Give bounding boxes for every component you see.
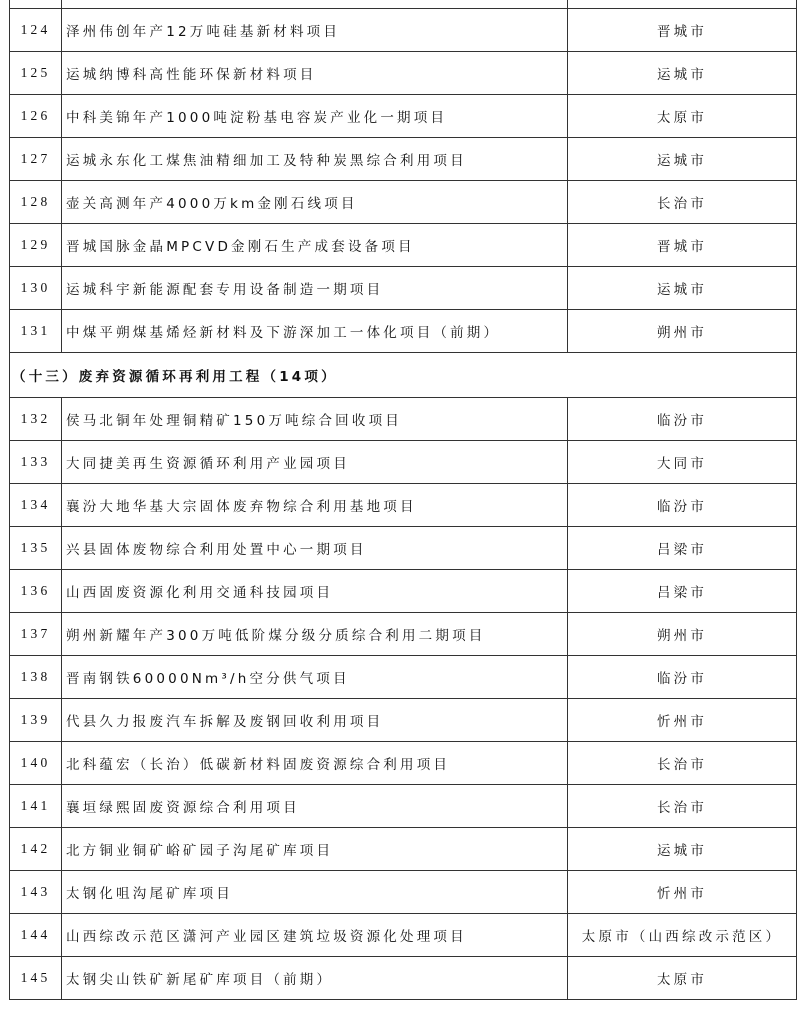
project-name: 北方铜业铜矿峪矿园子沟尾矿库项目	[62, 828, 568, 871]
table-row	[10, 0, 797, 9]
row-number	[10, 0, 62, 9]
project-name: 襄汾大地华基大宗固体废弃物综合利用基地项目	[62, 484, 568, 527]
table-row	[10, 828, 797, 871]
project-city: 朔州市	[568, 310, 797, 353]
table-row	[10, 570, 797, 613]
project-name: 朔州新耀年产300万吨低阶煤分级分质综合利用二期项目	[62, 613, 568, 656]
row-number: 136	[10, 570, 62, 613]
row-number: 126	[10, 95, 62, 138]
table-row	[10, 267, 797, 310]
project-name: 运城科宇新能源配套专用设备制造一期项目	[62, 267, 568, 310]
project-name: 壶关高测年产4000万km金刚石线项目	[62, 181, 568, 224]
project-city	[568, 0, 797, 9]
table-row	[10, 699, 797, 742]
project-name: 晋城国脉金晶MPCVD金刚石生产成套设备项目	[62, 224, 568, 267]
project-city: 晋城市	[568, 224, 797, 267]
project-name: 中煤平朔煤基烯烃新材料及下游深加工一体化项目（前期）	[62, 310, 568, 353]
row-number: 140	[10, 742, 62, 785]
project-name	[62, 0, 568, 9]
section-row	[10, 353, 797, 398]
table-row	[10, 656, 797, 699]
project-city: 朔州市	[568, 613, 797, 656]
project-city: 长治市	[568, 742, 797, 785]
row-number: 144	[10, 914, 62, 957]
project-city: 临汾市	[568, 656, 797, 699]
project-name: 兴县固体废物综合利用处置中心一期项目	[62, 527, 568, 570]
project-city: 晋城市	[568, 9, 797, 52]
row-number: 129	[10, 224, 62, 267]
table-row	[10, 181, 797, 224]
table-row	[10, 914, 797, 957]
table-row	[10, 95, 797, 138]
table-row	[10, 785, 797, 828]
project-city: 大同市	[568, 441, 797, 484]
section-heading: （十三）废弃资源循环再利用工程（14项）	[10, 353, 797, 398]
row-number: 135	[10, 527, 62, 570]
project-city: 临汾市	[568, 484, 797, 527]
table-row	[10, 441, 797, 484]
row-number: 139	[10, 699, 62, 742]
row-number: 132	[10, 398, 62, 441]
project-city: 长治市	[568, 181, 797, 224]
row-number: 142	[10, 828, 62, 871]
project-city: 运城市	[568, 267, 797, 310]
row-number: 143	[10, 871, 62, 914]
project-name: 运城纳博科高性能环保新材料项目	[62, 52, 568, 95]
table-row	[10, 871, 797, 914]
project-name: 山西固废资源化利用交通科技园项目	[62, 570, 568, 613]
project-name: 太钢尖山铁矿新尾矿库项目（前期）	[62, 957, 568, 1000]
project-city: 吕梁市	[568, 570, 797, 613]
project-name: 山西综改示范区潇河产业园区建筑垃圾资源化处理项目	[62, 914, 568, 957]
row-number: 133	[10, 441, 62, 484]
project-city: 忻州市	[568, 699, 797, 742]
project-city: 运城市	[568, 828, 797, 871]
row-number: 128	[10, 181, 62, 224]
row-number: 145	[10, 957, 62, 1000]
row-number: 125	[10, 52, 62, 95]
project-name: 太钢化咀沟尾矿库项目	[62, 871, 568, 914]
table-row	[10, 9, 797, 52]
project-city: 太原市	[568, 95, 797, 138]
table-row	[10, 52, 797, 95]
row-number: 131	[10, 310, 62, 353]
table-row	[10, 613, 797, 656]
project-name: 运城永东化工煤焦油精细加工及特种炭黑综合利用项目	[62, 138, 568, 181]
project-city: 长治市	[568, 785, 797, 828]
project-name: 侯马北铜年处理铜精矿150万吨综合回收项目	[62, 398, 568, 441]
project-name: 泽州伟创年产12万吨硅基新材料项目	[62, 9, 568, 52]
table-row	[10, 398, 797, 441]
row-number: 127	[10, 138, 62, 181]
row-number: 137	[10, 613, 62, 656]
project-name: 大同捷美再生资源循环利用产业园项目	[62, 441, 568, 484]
table-row	[10, 224, 797, 267]
table-row	[10, 310, 797, 353]
project-city: 运城市	[568, 52, 797, 95]
row-number: 130	[10, 267, 62, 310]
project-city: 忻州市	[568, 871, 797, 914]
project-name: 晋南钢铁60000Nm³/h空分供气项目	[62, 656, 568, 699]
table-row	[10, 742, 797, 785]
project-name: 北科蕴宏（长治）低碳新材料固废资源综合利用项目	[62, 742, 568, 785]
project-name: 代县久力报废汽车拆解及废钢回收利用项目	[62, 699, 568, 742]
row-number: 124	[10, 9, 62, 52]
project-city: 临汾市	[568, 398, 797, 441]
table-row	[10, 957, 797, 1000]
row-number: 141	[10, 785, 62, 828]
row-number: 134	[10, 484, 62, 527]
table-row	[10, 527, 797, 570]
project-city: 太原市（山西综改示范区）	[568, 914, 797, 957]
project-name: 襄垣绿熙固废资源综合利用项目	[62, 785, 568, 828]
project-city: 太原市	[568, 957, 797, 1000]
project-city: 运城市	[568, 138, 797, 181]
project-city: 吕梁市	[568, 527, 797, 570]
project-name: 中科美锦年产1000吨淀粉基电容炭产业化一期项目	[62, 95, 568, 138]
table-row	[10, 484, 797, 527]
table-row	[10, 138, 797, 181]
row-number: 138	[10, 656, 62, 699]
project-table	[9, 0, 797, 1000]
